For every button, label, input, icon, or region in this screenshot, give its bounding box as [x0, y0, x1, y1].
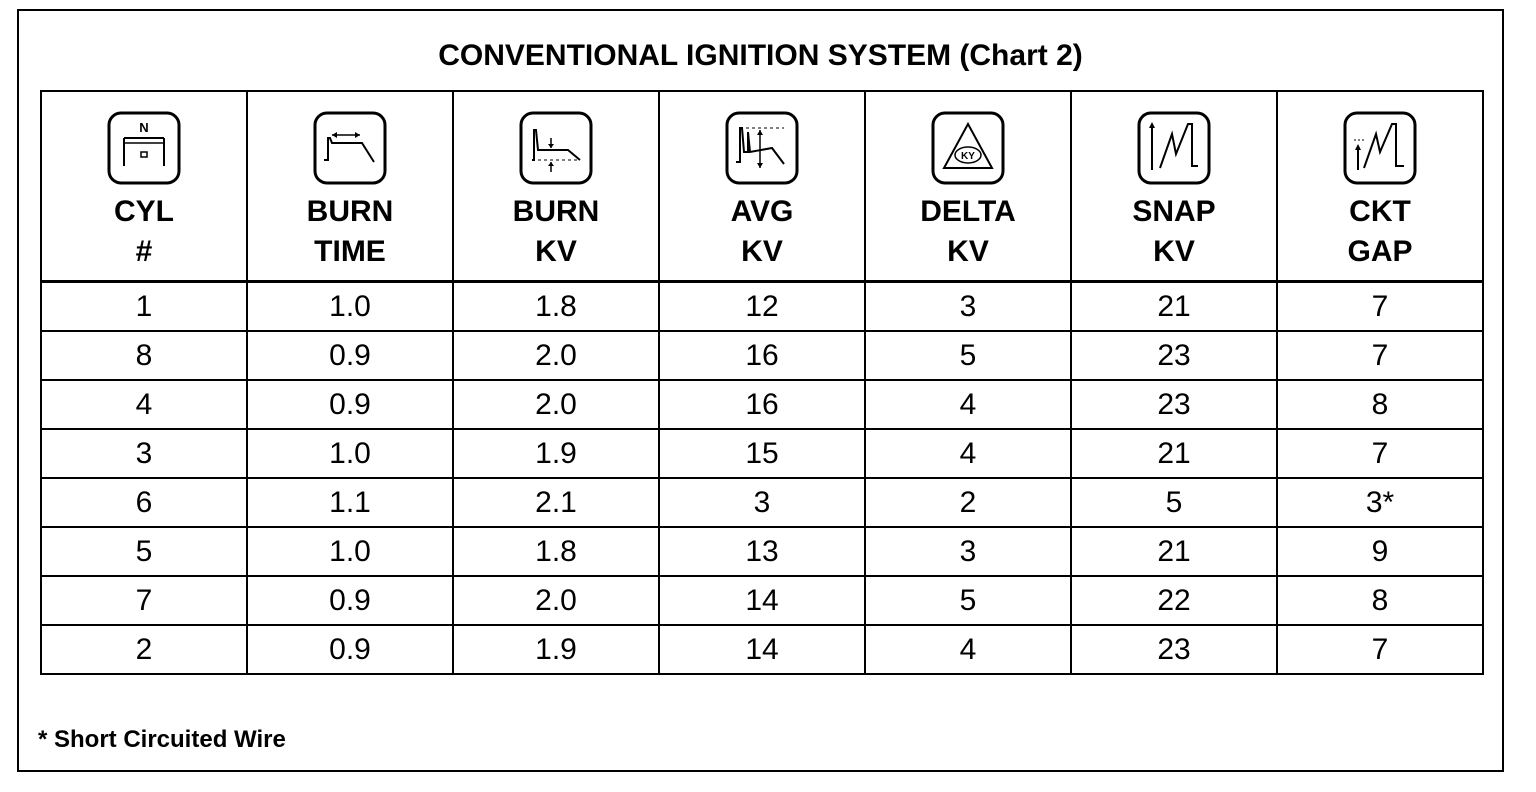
cell-burn-kv: 2.0 [453, 331, 659, 380]
cell-avg-kv: 14 [659, 625, 865, 674]
header-burn-kv [453, 91, 659, 282]
header-burn-kv-line2: KV [535, 235, 577, 268]
cell-snap-kv: 23 [1071, 625, 1277, 674]
cell-avg-kv: 14 [659, 576, 865, 625]
cell-cyl: 8 [41, 331, 247, 380]
cell-delta-kv: 4 [865, 625, 1071, 674]
cell-ckt-gap: 3* [1277, 478, 1483, 527]
cell-burn-time: 0.9 [247, 625, 453, 674]
cell-cyl: 3 [41, 429, 247, 478]
cell-burn-kv: 1.9 [453, 625, 659, 674]
header-ckt-gap [1277, 91, 1483, 282]
header-delta-kv-line1: DELTA [920, 195, 1016, 228]
cell-burn-time: 0.9 [247, 576, 453, 625]
cell-delta-kv: 2 [865, 478, 1071, 527]
cell-avg-kv: 15 [659, 429, 865, 478]
header-cyl-line1: CYL [114, 195, 174, 228]
header-burn-time-line2: TIME [314, 235, 386, 268]
header-snap-kv-line1: SNAP [1132, 195, 1216, 228]
cell-burn-time: 1.0 [247, 527, 453, 576]
cell-burn-kv: 2.0 [453, 380, 659, 429]
cell-ckt-gap: 8 [1277, 380, 1483, 429]
header-cyl [41, 91, 247, 282]
cell-ckt-gap: 7 [1277, 282, 1483, 332]
ignition-table [40, 90, 1484, 675]
cell-delta-kv: 4 [865, 429, 1071, 478]
cell-ckt-gap: 7 [1277, 429, 1483, 478]
cell-burn-kv: 1.8 [453, 527, 659, 576]
header-avg-kv-line1: AVG [730, 195, 794, 228]
cell-snap-kv: 21 [1071, 429, 1277, 478]
cell-burn-time: 1.1 [247, 478, 453, 527]
cell-ckt-gap: 7 [1277, 331, 1483, 380]
cell-ckt-gap: 9 [1277, 527, 1483, 576]
cell-snap-kv: 21 [1071, 527, 1277, 576]
header-burn-kv-line1: BURN [512, 195, 600, 228]
cell-burn-kv: 1.9 [453, 429, 659, 478]
cell-burn-time: 1.0 [247, 282, 453, 332]
cell-snap-kv: 23 [1071, 331, 1277, 380]
cell-cyl: 2 [41, 625, 247, 674]
cell-delta-kv: 3 [865, 282, 1071, 332]
cell-snap-kv: 5 [1071, 478, 1277, 527]
svg-text:KY: KY [961, 151, 975, 162]
header-snap-kv [1071, 91, 1277, 282]
cell-ckt-gap: 8 [1277, 576, 1483, 625]
cell-avg-kv: 3 [659, 478, 865, 527]
header-ckt-gap-line1: CKT [1349, 195, 1411, 228]
footnote: * Short Circuited Wire [38, 726, 286, 753]
header-ckt-gap-line2: GAP [1347, 235, 1413, 268]
table-row [41, 380, 1483, 429]
header-cyl-line2: # [135, 235, 153, 268]
cell-burn-time: 0.9 [247, 380, 453, 429]
table-row [41, 625, 1483, 674]
cell-cyl: 6 [41, 478, 247, 527]
cell-burn-time: 0.9 [247, 331, 453, 380]
cell-ckt-gap: 7 [1277, 625, 1483, 674]
cylinder-number-icon [106, 110, 182, 186]
header-avg-kv-line2: KV [741, 235, 783, 268]
header-row [41, 91, 1483, 282]
cell-delta-kv: 5 [865, 331, 1071, 380]
cell-delta-kv: 5 [865, 576, 1071, 625]
chart-title: CONVENTIONAL IGNITION SYSTEM (Chart 2) [438, 39, 1083, 72]
avg-kv-icon [724, 110, 800, 186]
cell-avg-kv: 13 [659, 527, 865, 576]
cell-cyl: 4 [41, 380, 247, 429]
table-row [41, 576, 1483, 625]
header-burn-time [247, 91, 453, 282]
header-delta-kv [865, 91, 1071, 282]
burn-time-icon [312, 110, 388, 186]
ckt-gap-icon [1342, 110, 1418, 186]
cell-burn-kv: 1.8 [453, 282, 659, 332]
table-row [41, 478, 1483, 527]
snap-kv-icon [1136, 110, 1212, 186]
cell-avg-kv: 16 [659, 331, 865, 380]
cell-snap-kv: 22 [1071, 576, 1277, 625]
cell-snap-kv: 23 [1071, 380, 1277, 429]
header-burn-time-line1: BURN [306, 195, 394, 228]
table-row [41, 282, 1483, 332]
cell-avg-kv: 16 [659, 380, 865, 429]
cell-burn-kv: 2.0 [453, 576, 659, 625]
table-row [41, 429, 1483, 478]
cell-avg-kv: 12 [659, 282, 865, 332]
cell-burn-time: 1.0 [247, 429, 453, 478]
cell-cyl: 5 [41, 527, 247, 576]
cell-burn-kv: 2.1 [453, 478, 659, 527]
cell-delta-kv: 3 [865, 527, 1071, 576]
cell-cyl: 7 [41, 576, 247, 625]
delta-kv-icon [930, 110, 1006, 186]
header-snap-kv-line2: KV [1153, 235, 1195, 268]
cell-snap-kv: 21 [1071, 282, 1277, 332]
svg-text:N: N [139, 120, 149, 135]
header-avg-kv [659, 91, 865, 282]
header-delta-kv-line2: KV [947, 235, 989, 268]
table-row [41, 527, 1483, 576]
table-row [41, 331, 1483, 380]
cell-delta-kv: 4 [865, 380, 1071, 429]
burn-kv-icon [518, 110, 594, 186]
cell-cyl: 1 [41, 282, 247, 332]
